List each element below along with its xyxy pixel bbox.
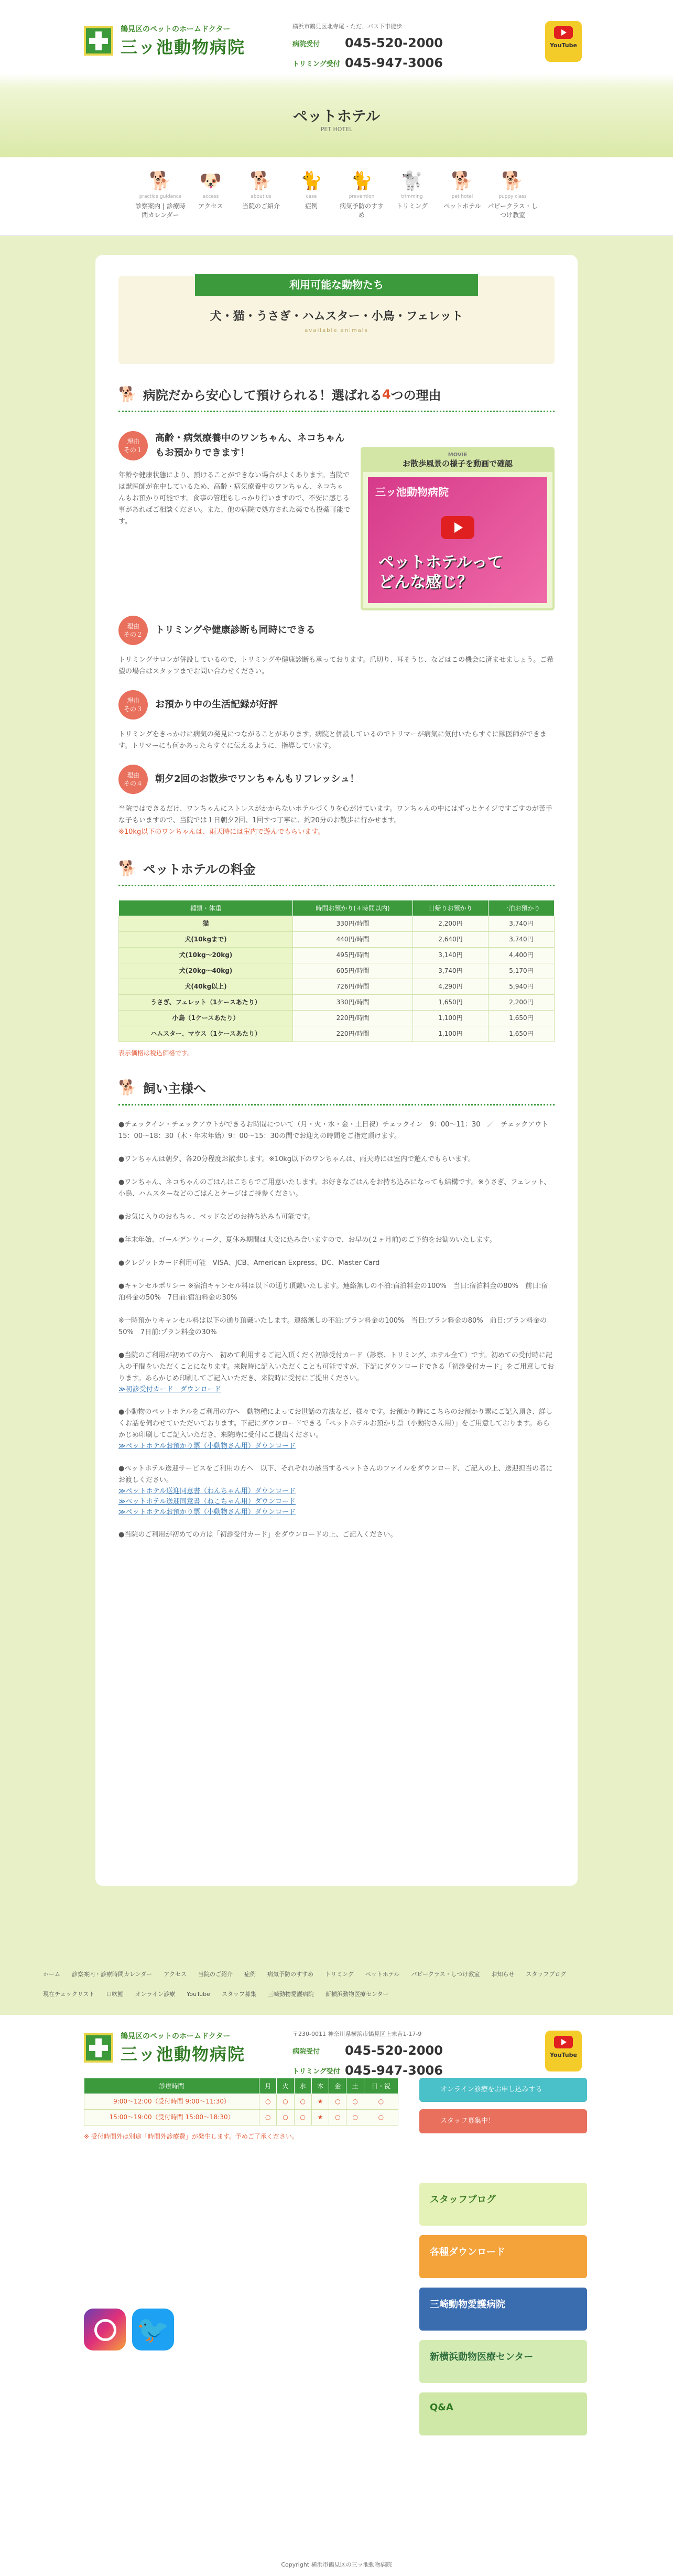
footer-nav <box>43 1965 630 2004</box>
footer-nav-item[interactable]: スタッフ募集 <box>221 1991 256 1998</box>
download-link[interactable]: ≫初診受付カード ダウンロード <box>118 1386 221 1393</box>
youtube-icon <box>554 2036 573 2048</box>
reason-badge: 理由 その４ <box>118 765 148 794</box>
footer <box>0 2015 673 2576</box>
logo-cross-icon <box>84 26 113 56</box>
footer-nav-item[interactable]: ペットホテル <box>365 1971 400 1978</box>
available-animals <box>118 276 555 364</box>
price-note: 表示価格は税込価格です。 <box>118 1049 194 1057</box>
movie-box <box>361 447 555 610</box>
qa-banner[interactable]: Q&A <box>419 2392 587 2435</box>
nav-item-case[interactable]: 🐈 case 症例 <box>286 165 336 235</box>
reason-badge: 理由 その３ <box>118 690 148 720</box>
trim-tel-number[interactable]: 045-947-3006 <box>345 2063 443 2078</box>
animals-list: 犬・猫・うさぎ・ハムスター・小鳥・フェレット <box>210 310 463 323</box>
cat-icon: 🐈 <box>300 170 323 191</box>
shinyokohama-banner[interactable]: 新横浜動物医療センター <box>419 2340 587 2383</box>
youtube-icon <box>554 26 573 39</box>
page-title-area <box>0 105 673 133</box>
nav-item-prevention[interactable]: 🐈 prevention 病気予防のすすめ <box>336 165 387 235</box>
online-consult-button[interactable]: オンライン診療をお申し込みする <box>419 2078 587 2102</box>
trim-tel-number[interactable]: 045-947-3006 <box>345 56 443 70</box>
footer-nav-item[interactable]: パピークラス・しつけ教室 <box>411 1971 480 1978</box>
nav-item-about[interactable]: 🐕 about us 当院のご紹介 <box>236 165 286 235</box>
care-item: ●ワンちゃん、ネコちゃんのごはんはこちらでご用意いたします。お好きなごはんをお持ち込みになっても結構です。※うさぎ、フェレット、小鳥、ハムスターなどのごはんとケージはご持参ください。 <box>118 1178 551 1198</box>
table-row: 小鳥（1ケースあたり） 220円/時間 1,100円 1,650円 <box>119 1011 555 1026</box>
play-icon[interactable] <box>441 516 474 539</box>
hours-note: ※ 受付時間外は別途「時間外診療費」が発生します。予めご了承ください。 <box>84 2133 298 2140</box>
clinic-name: 三ッ池動物病院 <box>121 37 246 57</box>
reason-title: トリミングや健康診断も同時にできる <box>155 625 316 636</box>
footer-nav-item[interactable]: 現在チェックリスト <box>43 1991 95 1998</box>
misaki-hospital-banner[interactable]: 三崎動物愛護病院 <box>419 2288 587 2331</box>
table-row: 9:00〜12:00（受付時間 9:00〜11:30） ○ ○ ○ ★ ○ ○ ○ <box>84 2094 398 2110</box>
reason-title: お預かり中の生活記録が好評 <box>155 699 278 710</box>
care-item: ※一時預かりキャンセル料は以下の通り頂戴いたします。連絡無しの不泊:プラン料金の100% 当日:プラン料金の80% 前日:プラン料金の50% 7日前:プラン料金の30% <box>118 1317 547 1336</box>
header-address: 横浜市鶴見区北寺尾・ただ、バス下車徒歩 <box>292 23 402 30</box>
price-heading: 🐕 ペットホテルの料金 <box>118 859 555 886</box>
reason-text: 当院ではできるだけ、ワンちゃんにストレスがかからないホテルづくりを心がけています。ワンちゃんの中にはずっとケイジですごすのが苦手な子もいますので、当院では１日朝夕2回、1回すつ丁寧に、約20分のお散歩に行かせます。 ※10kg以下のワンちゃんは、雨天時には室内で遊んでもらいます。 <box>118 805 552 836</box>
care-item: ●クレジットカード利用可能 VISA、JCB、American Express、DC、Master Card <box>118 1259 380 1267</box>
staff-blog-banner[interactable]: スタッフブログ <box>419 2183 587 2226</box>
youtube-button[interactable]: YouTube <box>545 2031 582 2071</box>
trim-tel-label: トリミング受付 <box>292 60 340 68</box>
footer-nav-item[interactable]: アクセス <box>164 1971 187 1978</box>
footer-nav-item[interactable]: オンライン診療 <box>135 1991 176 1998</box>
twitter-icon[interactable]: 🐦 <box>132 2309 174 2350</box>
logo-cross-icon <box>84 2033 113 2063</box>
reason-2 <box>118 616 555 645</box>
youtube-button[interactable] <box>545 21 582 62</box>
table-row: 15:00〜19:00（受付時間 15:00〜18:30） ○ ○ ○ ★ ○ ○ ○ <box>84 2110 398 2126</box>
table-row: 犬(20kg〜40kg) 605円/時間 3,740円 5,170円 <box>119 963 555 979</box>
copyright: Copyright 横浜市鶴見区の三ッ池動物病院 <box>281 2561 392 2568</box>
footer-nav-item[interactable]: 病気予防のすすめ <box>267 1971 314 1978</box>
video-player[interactable]: 三ッ池動物病院 ペットホテルって どんな感じ？ <box>368 477 547 603</box>
header <box>0 0 673 157</box>
instagram-icon[interactable] <box>84 2309 126 2350</box>
footer-nav-item[interactable]: 口吹鯉 <box>106 1991 124 1998</box>
social-links <box>84 2309 174 2350</box>
footer-nav-item[interactable]: YouTube <box>187 1991 210 1998</box>
logo[interactable] <box>84 24 245 58</box>
poodle-icon: 🐩 <box>400 170 424 191</box>
price-table: 種類・体重 時間お預かり(４時間以内) 日帰りお預かり 一泊お預かり 猫 330円/時間 2,200円 3,740円 犬(10kgまで) 440円/時間 2,640円 3,740円 犬(10kg〜20kg) 495円/時間 3,140円 4,400円 犬(20kg〜40kg) 605円/時間 3,740円 5,170円 犬(40kg以上) 726円/時間 4,290円 5,940円 うさぎ、フェレット（1ケースあたり） 330円/時間 1,650円 2,200円 小鳥（1ケースあたり） 220円/時間 1,100円 1,650円 ハムスター、マウス（1ケースあたり） 220円/時間 1,100円 1,650円 <box>118 900 555 1042</box>
youtube-label: YouTube <box>550 42 577 49</box>
page-subtitle: PET HOTEL <box>320 126 353 133</box>
download-link[interactable]: ≫ペットホテル送迎同意書（わんちゃん用）ダウンロード <box>118 1487 296 1495</box>
reason-1 <box>118 431 350 460</box>
reason-badge: 理由 その１ <box>118 431 148 460</box>
page-title: ペットホテル <box>292 108 381 125</box>
download-link[interactable]: ≫ペットホテルお預かり票（小動物さん用）ダウンロード <box>118 1508 296 1516</box>
table-row: 犬(10kgまで) 440円/時間 2,640円 3,740円 <box>119 932 555 948</box>
nav-item-access[interactable]: 🐶 access アクセス <box>186 165 236 235</box>
reason-1-row <box>118 426 555 610</box>
footer-nav-item[interactable]: 診察案内・診療時間カレンダー <box>72 1971 153 1978</box>
reason-badge: 理由 その２ <box>118 616 148 645</box>
care-item: ●当院のご利用が初めての方へ 初めて利用するご記入頂くだく初診受付カード（診察、トリミング、ホテル全て）です。初めての受付時に記入の手間をいただくことになります。来院時に記入いただくことも可能ですが、下記にダウンロードできる「初診受付カード」をご用意しております。あらかじめ印刷してご記入いただき、来院時に受付にご提出ください。 ≫初診受付カード ダウンロード <box>118 1350 555 1395</box>
care-item: ●キャンセルポリシー ※宿泊キャンセル料は以下の通り頂戴いたします。連絡無しの不泊:宿泊料金の100% 当日:宿泊料金の80% 前日:宿泊料金の50% 7日前:宿泊料金の30% <box>118 1282 548 1302</box>
dog-icon: 🐕 <box>118 860 137 877</box>
table-row: 猫 330円/時間 2,200円 3,740円 <box>119 916 555 932</box>
footer-logo[interactable]: 鶴見区のペットのホームドクター 三ッ池動物病院 <box>84 2031 245 2065</box>
care-item: ●小動物のペットホテルをご利用の方へ 動物種によってお世話の方法など、様々です。お預かり時にこちらのお預かり票にご記入頂き、詳しくお話を伺わせていただいております。下記にダウンロードできる「ペットホテルお預かり票（小動物さん用）」をご用意しております。あらかじめ印刷してご記入いただき、来院時に受付にご提出ください。 ≫ペットホテルお預かり票（小動物さん用）ダウンロード <box>118 1407 555 1452</box>
footer-nav-item[interactable]: お知らせ <box>491 1971 515 1978</box>
hours-table: 診療時間 月 火 水 木 金 土 日・祝 9:00〜12:00（受付時間 9:00〜11:30） ○ ○ ○ ★ ○ ○ ○ 15:00〜19:00（受付時間 15:00〜18:30） ○ ○ ○ ★ ○ ○ ○ ※ 受付時間外は別途「時間外診療費」が発生します。予めご了承ください。 <box>84 2078 398 2141</box>
reasons-heading: 🐕 病院だから安心して預けられる！選ばれる 4 つの理由 <box>118 385 555 412</box>
nav-item-trimming[interactable]: 🐩 trimming トリミング <box>387 165 437 235</box>
download-link[interactable]: ≫ペットホテル送迎同意書（ねこちゃん用）ダウンロード <box>118 1498 296 1506</box>
dog-icon: 🐕 <box>451 170 474 191</box>
care-item: ●当院のご利用が初めての方は「初診受付カード」をダウンロードの上、ご記入ください。 <box>118 1531 397 1539</box>
footer-nav-item[interactable]: 当院のご紹介 <box>198 1971 233 1978</box>
nav-item-pethotel[interactable]: 🐕 pet hotel ペットホテル <box>437 165 487 235</box>
dog-icon: 🐕 <box>118 1079 137 1096</box>
table-row: うさぎ、フェレット（1ケースあたり） 330円/時間 1,650円 2,200円 <box>119 995 555 1011</box>
footer-nav-item[interactable]: 症例 <box>244 1971 256 1978</box>
footer-nav-item[interactable]: 三崎動物愛護病院 <box>267 1991 314 1998</box>
reason-title: 高齢・病気療養中のワンちゃん、ネコちゃんもお預かりできます！ <box>155 433 345 458</box>
table-row: 犬(40kg以上) 726円/時間 4,290円 5,940円 <box>119 979 555 995</box>
dog-icon: 🐕 <box>249 170 273 191</box>
table-row: 犬(10kg〜20kg) 495円/時間 3,140円 4,400円 <box>119 948 555 963</box>
animals-ribbon: 利用可能な動物たち <box>195 274 478 296</box>
reason-title: 朝夕2回のお散歩でワンちゃんもリフレッシュ！ <box>155 774 360 785</box>
nav-item-practice[interactable]: 🐕 practice guidance 診察案内 | 診療時間カレンダー <box>135 165 186 235</box>
movie-heading: MOVIE お散歩風景の様子を動画で確認 <box>363 449 552 472</box>
footer-nav-item[interactable]: スタッフブログ <box>526 1971 567 1978</box>
nav-item-puppyclass[interactable]: 🐕 puppy class パピークラス・しつけ教室 <box>487 165 538 235</box>
tagline: 鶴見区のペットのホームドクター <box>121 25 231 34</box>
reason-4 <box>118 765 555 794</box>
dog-icon: 🐕 <box>118 385 137 403</box>
reason-text: トリミングをきっかけに病気の発見につながることがあります。病院と併設しているのでトリマーが病気に気付いたらすぐに獣医師ができます。トリマーにも何かあったらすぐに伝えるように、指導しています。 <box>118 731 547 750</box>
reason-text: トリミングサロンが併設しているので、トリミングや健康診断も承っております。爪切り、耳そうじ、などはこの機会に済ませましょう。ご希望の場合はスタッフまでお問い合わせください。 <box>118 656 554 675</box>
table-row: ハムスター、マウス（1ケースあたり） 220円/時間 1,100円 1,650円 <box>119 1026 555 1042</box>
puppy-icon: 🐶 <box>199 170 222 191</box>
dog-icon: 🐕 <box>501 170 524 191</box>
care-heading: 🐕 飼い主様へ <box>118 1078 555 1105</box>
header-contact <box>292 22 443 70</box>
care-item: ●お気に入りのおもちゃ、ベッドなどのお持ち込みも可能です。 <box>118 1213 315 1221</box>
main-content <box>95 255 578 1886</box>
care-item: ●年末年始、ゴールデンウィーク、夏休み期間は大変に込み合いますので、お早め(２ヶ月前)のご予約をお勧めいたします。 <box>118 1236 496 1244</box>
tel-number[interactable]: 045-520-2000 <box>345 2043 443 2058</box>
care-item: ●ペットホテル送迎サービスをご利用の方へ 以下、それぞれの該当するペットさんのファイルをダウンロード、ご記入の上、送迎担当の者にお渡しください。 ≫ペットホテル送迎同意書（わんちゃん用）ダウンロード ≫ペットホテル送迎同意書（ねこちゃん用）ダウンロード ≫ペットホテルお預かり票（小動物さん用）ダウンロード <box>118 1463 555 1518</box>
care-item: ●ワンちゃんは朝夕、各20分程度お散歩します。※10kg以下のワンちゃんは、雨天時には室内で遊んでもらいます。 <box>118 1155 475 1163</box>
tel-number[interactable]: 045-520-2000 <box>345 36 443 50</box>
download-banner[interactable]: 各種ダウンロード <box>419 2235 587 2278</box>
staff-recruit-button[interactable]: スタッフ募集中！ <box>419 2109 587 2133</box>
global-nav <box>0 157 673 236</box>
footer-nav-item[interactable]: 新横浜動物医療センター <box>325 1991 389 1998</box>
video-caption: ペットホテルって どんな感じ？ <box>378 553 503 592</box>
footer-contact: 〒230-0011 神奈川県横浜市鶴見区上末吉1-17-9 病院受付 045-520-2000 トリミング受付 045-947-3006 <box>292 2031 443 2078</box>
care-item: ●チェックイン・チェックアウトができるお時間について（月・火・水・金・土日祝）チェックイン 9：00〜11：30 ／ チェックアウト 15：00〜18：30（木・年末年始）9：00〜15：30の間でお迎えの時間をご指定頂けます。 <box>118 1121 556 1140</box>
footer-nav-item[interactable]: トリミング <box>325 1971 354 1978</box>
dog-icon: 🐕 <box>149 170 172 191</box>
reason-text: 年齢や健康状態により、預けることができない場合がよくあります。当院では獣医師が在中しているため、高齢・病気療養中のワンちゃん、ネコちゃんもお預かり可能です。食事の管理もしっかり行いますので、不安に感じる事があればご相談ください。また、他の病院で処方された薬でも投薬可能です。 <box>118 471 351 525</box>
reason-3 <box>118 690 555 720</box>
animals-en: available animals <box>305 328 368 334</box>
cat-icon: 🐈 <box>350 170 373 191</box>
footer-nav-item[interactable]: ホーム <box>43 1971 60 1978</box>
tel-label: 病院受付 <box>292 40 320 48</box>
download-link[interactable]: ≫ペットホテルお預かり票（小動物さん用）ダウンロード <box>118 1442 296 1450</box>
